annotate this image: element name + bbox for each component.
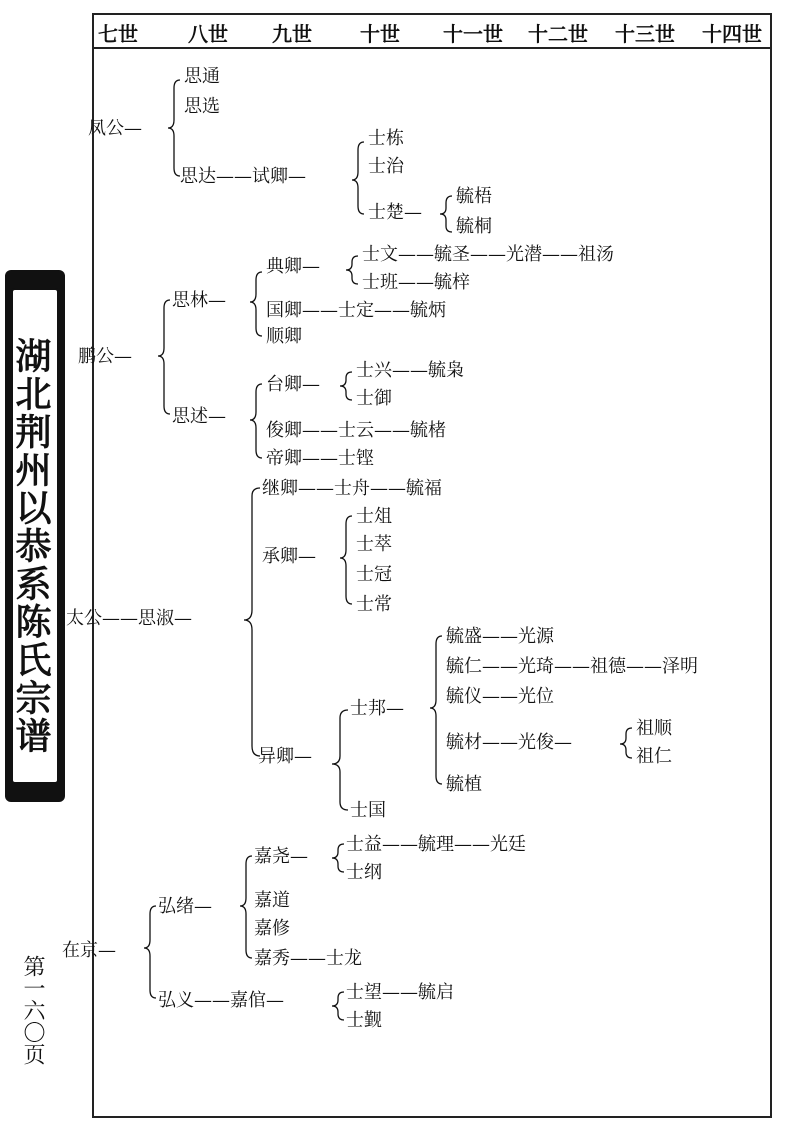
- tree-node-shigang: 士纲: [346, 862, 382, 883]
- tree-node-jiayao: 嘉尧—: [254, 846, 308, 867]
- tree-node-chengqing: 承卿—: [262, 546, 316, 567]
- generation-14-header: 十四世: [702, 22, 762, 46]
- genealogy-title: 湖北荆州以恭系陈氏宗谱: [10, 337, 52, 755]
- tree-node-hongyi: 弘义——嘉倌—: [158, 990, 284, 1011]
- tree-node-zuren: 祖仁: [636, 746, 672, 767]
- generation-13-header: 十三世: [615, 22, 675, 46]
- page-number: 第一六〇页: [20, 955, 45, 1065]
- tree-node-shiguo: 士国: [350, 800, 386, 821]
- tree-node-shibang: 士邦—: [350, 698, 404, 719]
- tree-node-dianqing: 典卿—: [266, 256, 320, 277]
- tree-node-sixuan: 思选: [184, 96, 220, 117]
- tree-node-jiaxiu-long: 嘉秀——士龙: [254, 948, 362, 969]
- generation-8-header: 八世: [188, 22, 228, 46]
- tree-node-guoqing: 国卿——士定——毓炳: [266, 300, 446, 321]
- tree-node-shicui: 士萃: [356, 534, 392, 555]
- tree-node-yuyi: 毓仪——光位: [446, 686, 554, 707]
- tree-node-shiwang: 士望——毓启: [346, 982, 454, 1003]
- tree-node-diqing: 帝卿——士铿: [266, 448, 374, 469]
- tree-node-yuzhi: 毓植: [446, 774, 482, 795]
- tree-node-jiadao: 嘉道: [254, 890, 290, 911]
- tree-node-silin: 思林—: [172, 290, 226, 311]
- tree-node-sida: 思达——试卿—: [180, 166, 306, 187]
- generation-12-header: 十二世: [528, 22, 588, 46]
- tree-node-yucheng: 毓盛——光源: [446, 626, 554, 647]
- tree-node-fenggong: 凤公—: [88, 118, 142, 139]
- tree-node-shizhi: 士治: [368, 156, 404, 177]
- tree-node-shiyu: 士御: [356, 388, 392, 409]
- tree-node-shichu: 士楚—: [368, 202, 422, 223]
- tree-node-taiqing: 台卿—: [266, 374, 320, 395]
- generation-7-header: 七世: [98, 22, 138, 46]
- tree-node-yuren: 毓仁——光琦——祖德——泽明: [446, 656, 698, 677]
- tree-node-shichang: 士常: [356, 594, 392, 615]
- tree-node-yucai: 毓材——光俊—: [446, 732, 572, 753]
- tree-node-sishu: 思述—: [172, 406, 226, 427]
- tree-node-shixing: 士兴——毓枭: [356, 360, 464, 381]
- tree-node-shiguan: 士冠: [356, 564, 392, 585]
- generation-9-header: 九世: [272, 22, 312, 46]
- generation-10-header: 十世: [360, 22, 400, 46]
- tree-node-yuwu: 毓梧: [456, 186, 492, 207]
- tree-node-junqing: 俊卿——士云——毓楮: [266, 420, 446, 441]
- tree-node-shiyi: 士益——毓理——光廷: [346, 834, 526, 855]
- tree-node-jiqing: 继卿——士舟——毓福: [262, 478, 442, 499]
- tree-node-penggong: 鹏公—: [78, 346, 132, 367]
- tree-node-yutong: 毓桐: [456, 216, 492, 237]
- tree-node-hongxu: 弘绪—: [158, 896, 212, 917]
- tree-node-shunqing: 顺卿: [266, 326, 302, 347]
- tree-node-zushun: 祖顺: [636, 718, 672, 739]
- tree-node-yiqing: 异卿—: [258, 746, 312, 767]
- tree-node-shiwen: 士文——毓圣——光潜——祖汤: [362, 244, 614, 265]
- tree-node-shizu: 士俎: [356, 506, 392, 527]
- tree-node-zaijing: 在京—: [62, 940, 116, 961]
- tree-node-taigong: 太公——思淑—: [66, 608, 192, 629]
- tree-node-shidong: 士栋: [368, 128, 404, 149]
- tree-node-jiaxiu: 嘉修: [254, 918, 290, 939]
- tree-node-shijin: 士觐: [346, 1010, 382, 1031]
- tree-node-sitong: 思通: [184, 66, 220, 87]
- tree-node-shiban: 士班——毓梓: [362, 272, 470, 293]
- generation-11-header: 十一世: [443, 22, 503, 46]
